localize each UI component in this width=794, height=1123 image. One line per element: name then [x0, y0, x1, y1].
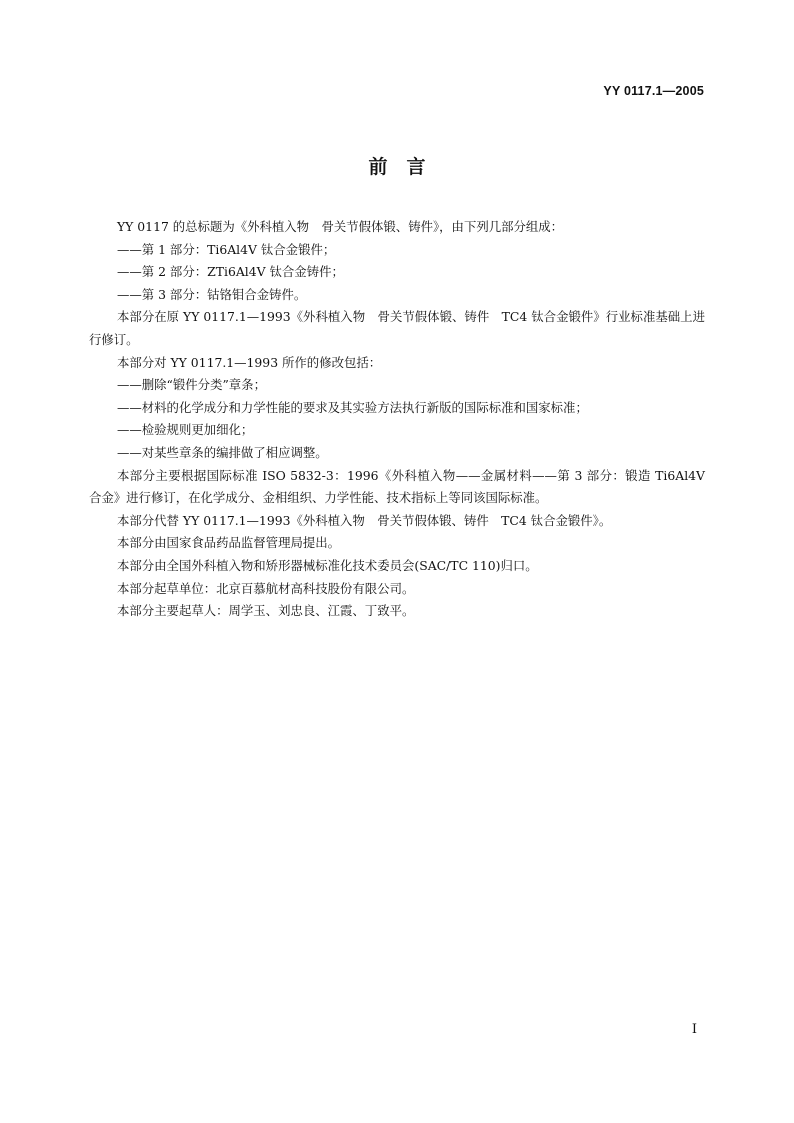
list-item-change-4: ——对某些章条的编排做了相应调整。 [117, 444, 328, 460]
paragraph-replaces: 本部分代替 YY 0117.1—1993《外科植入物 骨关节假体锻、铸件 TC4 钛合金锻件》。 [117, 512, 612, 528]
list-item-part-2: ——第 2 部分：ZTi6Al4V 钛合金铸件； [117, 264, 344, 280]
paragraph-under-jurisdiction: 本部分由全国外科植入物和矫形器械标准化技术委员会(SAC/TC 110)归口。 [117, 557, 538, 573]
paragraph-proposed-by: 本部分由国家食品药品监督管理局提出。 [117, 535, 341, 551]
paragraph-drafting-unit: 本部分起草单位：北京百慕航材高科技股份有限公司。 [117, 580, 415, 596]
paragraph-revision-basis: 本部分在原 YY 0117.1—1993《外科植入物 骨关节假体锻、铸件 TC4 钛合金锻件》行业标准基础上进行修订。 [89, 309, 705, 347]
page-number: I [691, 1022, 697, 1037]
page-title: 前 言 [368, 156, 426, 178]
list-item-part-1: ——第 1 部分：Ti6Al4V 钛合金锻件； [117, 241, 336, 257]
paragraph-changes-intro: 本部分对 YY 0117.1—1993 所作的修改包括： [117, 354, 382, 370]
paragraph-overview: YY 0117 的总标题为《外科植入物 骨关节假体锻、铸件》，由下列几部分组成： [117, 219, 564, 234]
list-item-change-1: ——删除“锻件分类”章条； [117, 377, 266, 393]
paragraph-drafters: 本部分主要起草人：周学玉、刘忠良、江霞、丁致平。 [117, 603, 415, 619]
list-item-part-3: ——第 3 部分：钴铬钼合金铸件。 [117, 286, 307, 302]
paragraph-iso-basis: 本部分主要根据国际标准 ISO 5832-3：1996《外科植入物——金属材料——第 3 部分：锻造 Ti6Al4V 合金》进行修订，在化学成分、金相组织、力学性能、技术指标上等同该国际标准。 [89, 467, 705, 506]
list-item-change-2: ——材料的化学成分和力学性能的要求及其实验方法执行新版的国际标准和国家标准； [117, 399, 588, 415]
list-item-change-3: ——检验规则更加细化； [117, 422, 254, 438]
foreword-body [89, 216, 705, 623]
standard-code: YY 0117.1—2005 [603, 84, 704, 98]
